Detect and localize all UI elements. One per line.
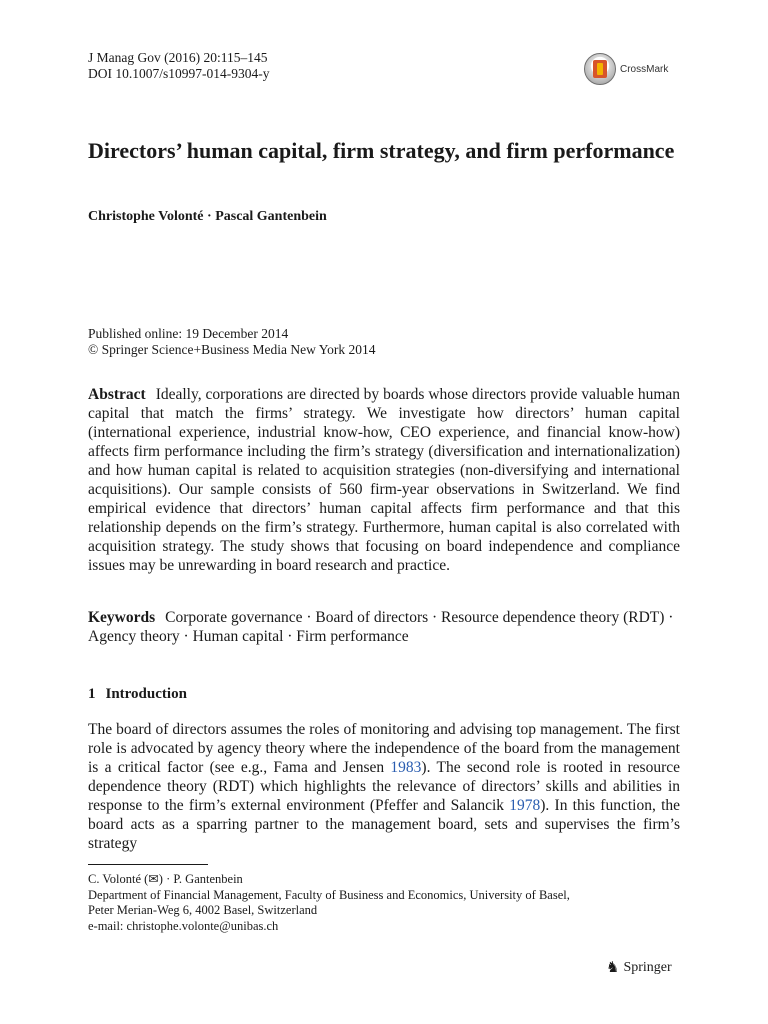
keywords bbox=[88, 608, 680, 646]
journal-reference bbox=[88, 50, 270, 82]
article-title: Directors’ human capital, firm strategy, and firm performance bbox=[88, 138, 675, 163]
journal-citation: J Manag Gov (2016) 20:115–145 bbox=[88, 50, 268, 65]
keywords-label: Keywords bbox=[88, 609, 156, 626]
copyright-notice: © Springer Science+Business Media New York 2014 bbox=[88, 342, 376, 357]
introduction-paragraph bbox=[88, 720, 680, 853]
doi[interactable]: DOI 10.1007/s10997-014-9304-y bbox=[88, 66, 270, 81]
crossmark-button[interactable] bbox=[584, 52, 694, 86]
publication-info bbox=[88, 326, 375, 358]
publisher-logo bbox=[606, 958, 672, 977]
section-number: 1 bbox=[88, 686, 96, 702]
intro-text-2: ). The second role is rooted in resource dependence theory (RDT) which highlights the relevance of directors’ skills and abilities in response to the firm’s external environment (Pfeffer and Salancik bbox=[88, 759, 680, 814]
correspondence-line: C. Volonté (✉) · P. Gantenbein bbox=[88, 872, 243, 886]
address-line: Peter Merian-Weg 6, 4002 Basel, Switzerland bbox=[88, 903, 318, 917]
abstract-text: Ideally, corporations are directed by boards whose directors provide valuable human capital that match the firms’ strategy. We investigate how directors’ human capital (international experience, industrial know-how, CEO experience, and financial know-how) affects firm performance including the firm’s strategy (diversification and internationalization) and how human capital is related to acquisition strategies (non-diversifying and international acquisitions). Our sample consists of 560 firm-year observations in Switzerland. We find empirical evidence that directors’ human capital affects firm performance and that this relationship depends on the firm’s strategy. Furthermore, human capital is also correlated with acquisition strategy. The study shows that focusing on board independence and compliance issues may be unrewarding in board research and practice. bbox=[88, 386, 680, 574]
intro-text-1: The board of directors assumes the roles of monitoring and advising top management. The first role is advocated by agency theory where the independence of the board from the management is a critical factor (see e.g., Fama and Jensen bbox=[88, 721, 680, 776]
department-line: Department of Financial Management, Faculty of Business and Economics, University of Basel, bbox=[88, 887, 570, 902]
crossmark-label: CrossMark bbox=[620, 63, 669, 75]
intro-text-3: ). In this function, the board acts as a sparring partner to the management board, sets and supervises the firm’s strategy bbox=[88, 797, 681, 852]
footnote-divider bbox=[88, 864, 208, 865]
published-online-date: Published online: 19 December 2014 bbox=[88, 326, 289, 341]
citation-link-fama-jensen[interactable]: 1983 bbox=[390, 759, 422, 776]
abstract bbox=[88, 385, 680, 575]
publisher-name: Springer bbox=[623, 959, 672, 975]
section-heading-introduction bbox=[88, 686, 187, 703]
email-line[interactable]: e-mail: christophe.volonte@unibas.ch bbox=[88, 918, 279, 933]
crossmark-icon bbox=[584, 53, 616, 85]
springer-horse-icon: ♞ bbox=[606, 960, 620, 976]
keywords-text: Corporate governance · Board of directors · Resource dependence theory (RDT) · Agency theory · Human capital · Firm performance bbox=[88, 609, 674, 645]
author-list: Christophe Volonté · Pascal Gantenbein bbox=[88, 209, 327, 224]
citation-link-pfeffer-salancik[interactable]: 1978 bbox=[509, 797, 541, 814]
abstract-label: Abstract bbox=[88, 386, 146, 403]
author-footnote bbox=[88, 872, 570, 934]
section-title: Introduction bbox=[105, 686, 187, 702]
